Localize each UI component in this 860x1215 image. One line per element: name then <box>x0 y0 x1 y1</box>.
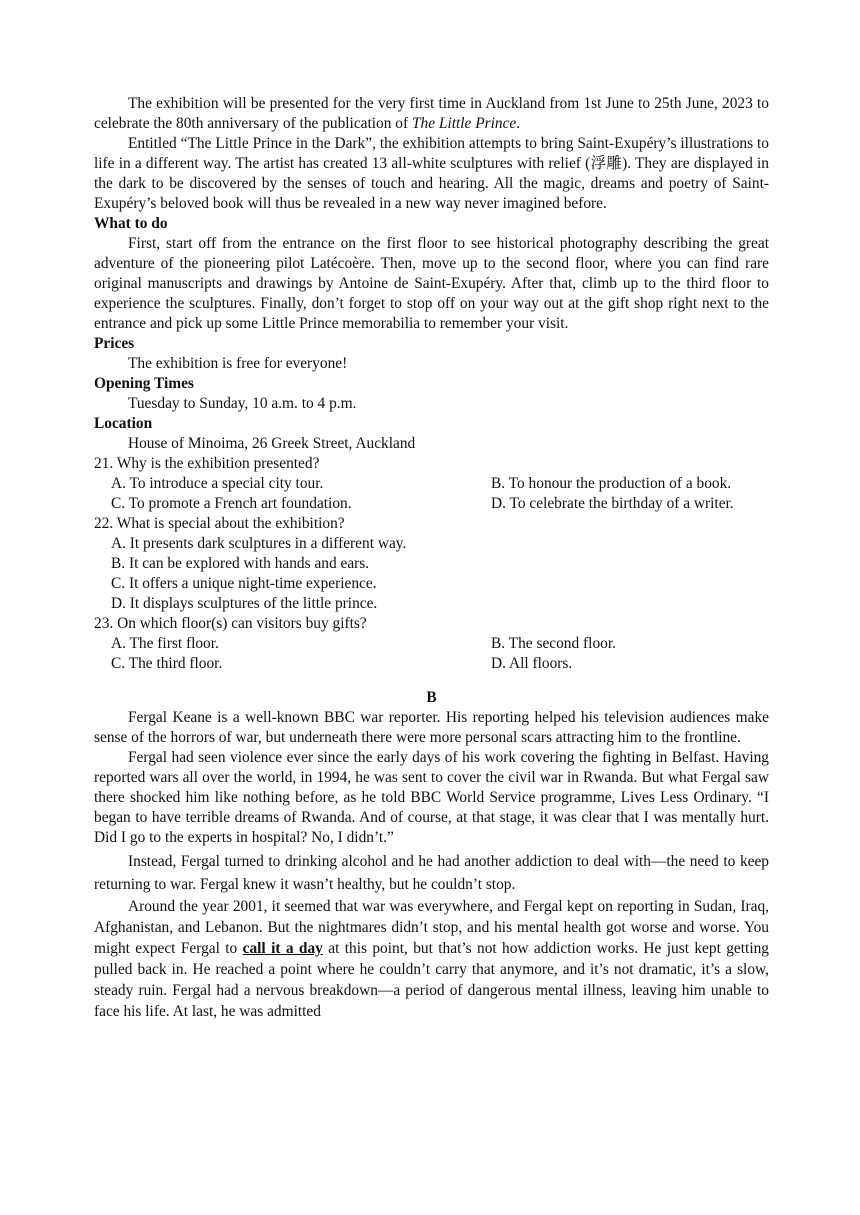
passage-b-paragraph-4 <box>94 896 769 1022</box>
book-title: The Little Prince <box>411 115 517 132</box>
question-options <box>94 474 769 514</box>
passage-a-p1-text: The exhibition will be presented for the very first time in Auckland from 1st June to 25th June, 2023 to celebrate the 80th anniversary of the publication of <box>94 95 769 132</box>
option-d[interactable]: D. To celebrate the birthday of a writer. <box>491 495 734 512</box>
option-c[interactable]: C. To promote a French art foundation. <box>111 495 352 512</box>
question-23 <box>94 614 769 674</box>
opening-times-heading: Opening Times <box>94 375 194 392</box>
question-stem: 23. On which floor(s) can visitors buy gifts? <box>94 615 367 632</box>
question-21 <box>94 454 769 514</box>
option-a[interactable]: A. It presents dark sculptures in a different way. <box>111 535 407 552</box>
option-b[interactable]: B. The second floor. <box>491 635 616 652</box>
option-d[interactable]: D. It displays sculptures of the little prince. <box>111 595 378 612</box>
location-heading: Location <box>94 415 153 432</box>
option-b[interactable]: B. It can be explored with hands and ears. <box>111 555 370 572</box>
passage-a-p1-end: . <box>516 115 521 132</box>
underlined-phrase: call it a day <box>242 940 323 957</box>
passage-b-paragraph-1: Fergal Keane is a well-known BBC war reporter. His reporting helped his television audiences make sense of the horrors of war, but underneath there were more personal scars attracting him to the frontline. <box>94 709 769 746</box>
question-stem: 21. Why is the exhibition presented? <box>94 455 320 472</box>
option-c[interactable]: C. The third floor. <box>111 655 223 672</box>
option-a[interactable]: A. To introduce a special city tour. <box>111 475 324 492</box>
section-b-title: B <box>426 689 437 706</box>
what-to-do-heading: What to do <box>94 215 168 232</box>
question-options <box>94 634 769 674</box>
question-options <box>94 534 769 614</box>
passage-b-p4-end: at this point, but that’s not how addiction works. He just kept getting pulled back in. He reached a point where he couldn’t carry that anymore, and it’s not dramatic, it’s a slow, steady ruin. Fergal had a nervous breakdown—a period of dangerous mental illness, leaving him unable to face his life. At last, he was admitted <box>94 940 769 1020</box>
location-text: House of Minoima, 26 Greek Street, Auckland <box>128 435 416 452</box>
prices-text: The exhibition is free for everyone! <box>128 355 348 372</box>
passage-b-p4-text: Around the year 2001, it seemed that war was everywhere, and Fergal kept on reporting in Sudan, Iraq, Afghanistan, and Lebanon. But the nightmares didn’t stop, and his mental health got worse and worse. You might expect Fergal to <box>94 898 769 957</box>
option-c[interactable]: C. It offers a unique night-time experience. <box>111 575 377 592</box>
passage-a-paragraph-1 <box>94 94 769 134</box>
passage-a-paragraph-2: Entitled “The Little Prince in the Dark”, the exhibition attempts to bring Saint-Exupéry’s illustrations to life in a different way. The artist has created 13 all-white sculptures with relief (浮雕). They are displayed in the dark to be discovered by the senses of touch and hearing. All the magic, dreams and poetry of Saint-Exupéry’s beloved book will thus be revealed in a new way never imagined before. <box>94 135 769 212</box>
question-22 <box>94 514 769 614</box>
prices-heading: Prices <box>94 335 135 352</box>
what-to-do-text: First, start off from the entrance on the first floor to see historical photography describing the great adventure of the pioneering pilot Latécoère. Then, move up to the second floor, where you can find rare original manuscripts and drawings by Antoine de Saint-Exupéry. After that, climb up to the third floor to experience the sculptures. Finally, don’t forget to stop off on your way out at the gift shop right next to the entrance and pick up some Little Prince memorabilia to remember your visit. <box>94 235 769 332</box>
passage-b-paragraph-3: Instead, Fergal turned to drinking alcohol and he had another addiction to deal with—the need to keep returning to war. Fergal knew it wasn’t healthy, but he couldn’t stop. <box>94 853 769 893</box>
passage-b-paragraph-2: Fergal had seen violence ever since the early days of his work covering the fighting in Belfast. Having reported wars all over the world, in 1994, he was sent to cover the civil war in Rwanda. But what Fergal saw there shocked him like nothing before, as he told BBC World Service programme, Lives Less Ordinary. “I began to have terrible dreams of Rwanda. And of course, at that stage, it was clear that I was mentally hurt. Did I go to the experts in hospital? No, I didn’t.” <box>94 749 769 846</box>
option-a[interactable]: A. The first floor. <box>111 635 219 652</box>
option-b[interactable]: B. To honour the production of a book. <box>491 475 732 492</box>
option-d[interactable]: D. All floors. <box>491 655 573 672</box>
exam-page <box>94 94 769 1022</box>
opening-times-text: Tuesday to Sunday, 10 a.m. to 4 p.m. <box>128 395 357 412</box>
question-stem: 22. What is special about the exhibition? <box>94 515 345 532</box>
